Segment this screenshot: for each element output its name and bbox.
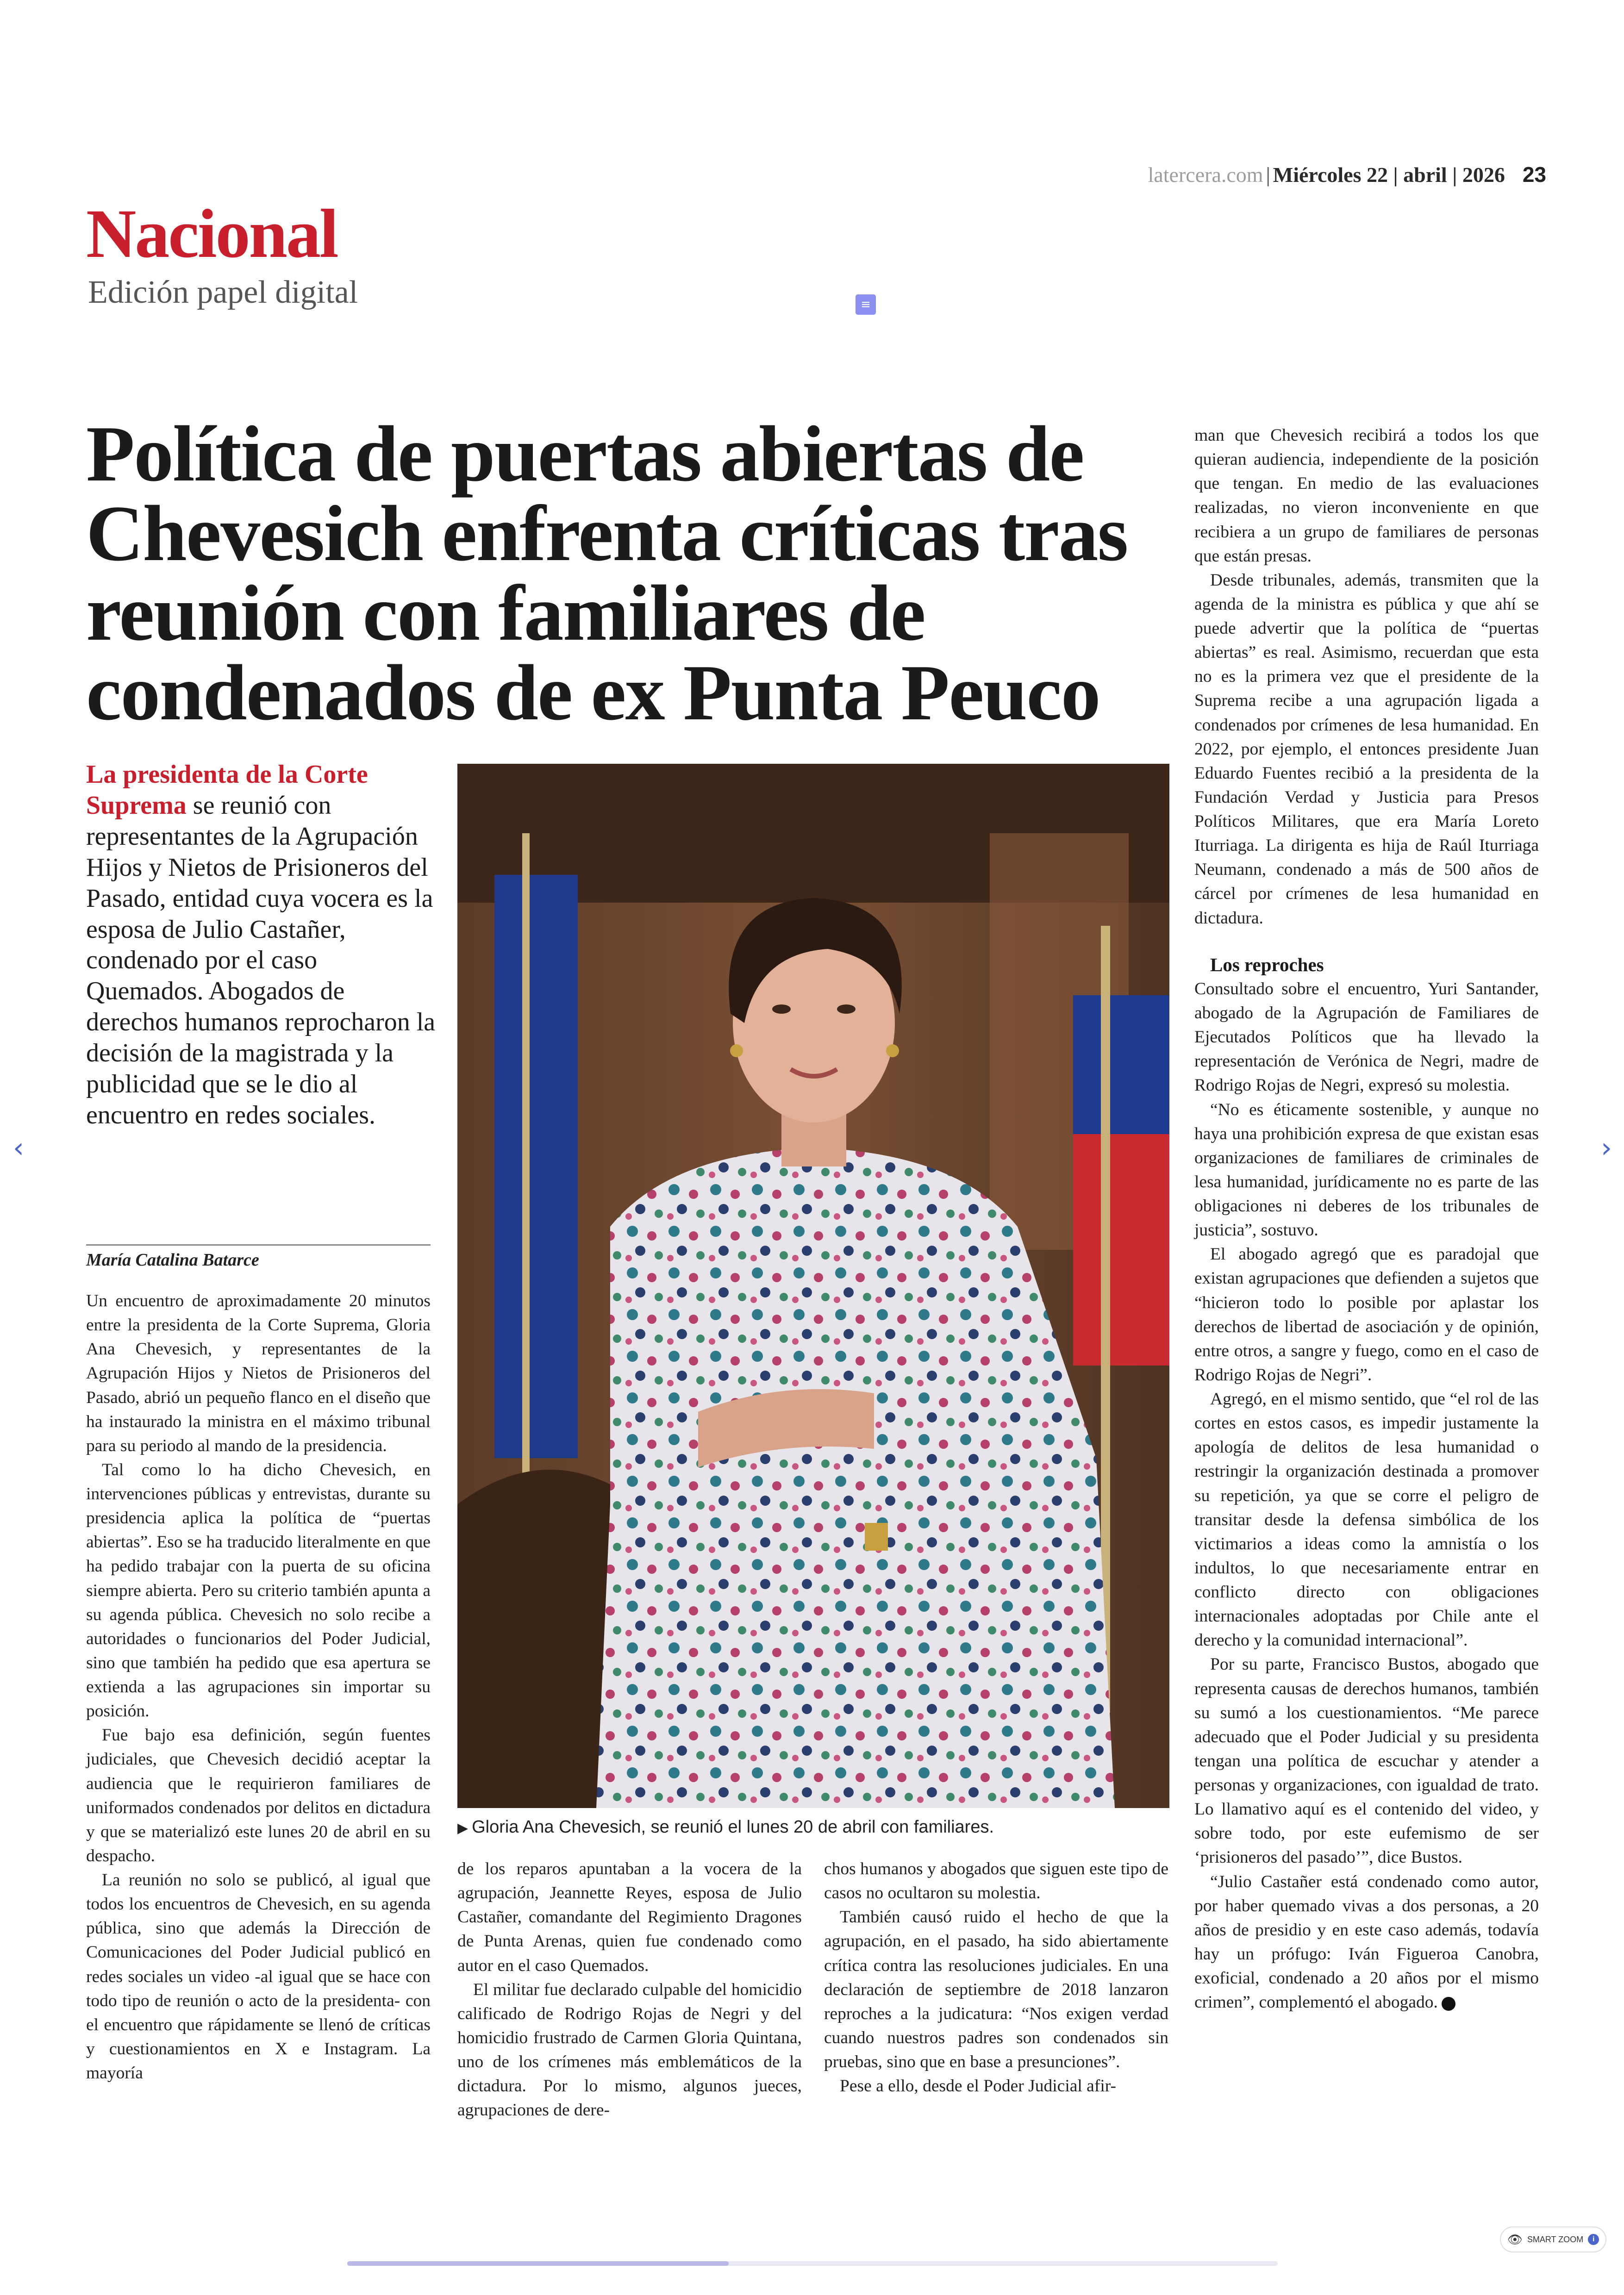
paragraph: man que Chevesich recibirá a todos los que quieran audiencia, independiente de la posición que tengan. En medio de las evaluaciones realizadas, no vieron inconveniente en que recibiera a un grupo de familiares de personas que están presas. <box>1194 426 1539 566</box>
body-column-3 <box>824 1857 1168 2098</box>
edition-label: Edición papel digital <box>88 274 358 310</box>
chevron-left-icon[interactable]: ‹ <box>13 1132 24 1164</box>
article-headline: Política de puertas abiertas de Chevesich enfrenta críticas tras reunión con familiares de condenados de ex Punta Peuco <box>86 410 1128 737</box>
page-progress-bar[interactable] <box>347 2261 1278 2266</box>
paragraph: “No es éticamente sostenible, y aunque no haya una prohibición expresa de que existan esas organizaciones de familiares de criminales de lesa humanidad, jurídicamente no es parte de las obligaciones ni deberes de los tribunales de justicia”, sostuvo. <box>1194 1100 1539 1240</box>
photo-caption <box>457 1817 1169 1837</box>
bookmark-icon[interactable]: ≡ <box>856 294 876 315</box>
paragraph: Consultado sobre el encuentro, Yuri Santander, abogado de la Agrupación de Familiares de Ejecutados Políticos que ha llevado la representación de Verónica de Negri, madre de Rodrigo Rojas de Negri, expresó su molestia. <box>1194 979 1539 1095</box>
smart-zoom-label: SMART ZOOM <box>1527 2234 1584 2244</box>
end-mark-icon <box>1442 1997 1455 2011</box>
deck-text: se reunió con representantes de la Agrupación Hijos y Nietos de Prisioneros del Pasado, entidad cuya vocera es la esposa de Julio Castañer, condenado por el caso Quemados. Abogados de derechos humanos reprocharon la decisión de la magistrada y la publicidad que se le dio al encuentro en redes sociales. <box>86 791 436 1129</box>
section-title: Nacional <box>86 195 337 272</box>
info-icon: i <box>1588 2234 1599 2245</box>
chevron-right-icon[interactable]: › <box>1601 1132 1612 1164</box>
paragraph: La reunión no solo se publicó, al igual que todos los encuentros de Chevesich, en su agenda pública, sino que además la Dirección de Comunicaciones del Poder Judicial publicó en redes sociales un video -al igual que se hace con todo tipo de reunión o acto de la presidenta- con el encuentro que rápidamente se llenó de críticas y cuestionamientos en X e Instagram. La mayoría <box>86 1871 431 2083</box>
body-column-1 <box>86 1289 431 2085</box>
paragraph <box>1194 1870 1539 2015</box>
paragraph: chos humanos y abogados que siguen este tipo de casos no ocultaron su molestia. <box>824 1859 1168 1903</box>
page-number: 23 <box>1522 162 1546 187</box>
paragraph: Fue bajo esa definición, según fuentes judiciales, que Chevesich decidió aceptar la audiencia que le requirieron familiares de uniformados condenados por delitos en dictadura y que se materializó este lunes 20 de abril en su despacho. <box>86 1726 431 1865</box>
article-deck <box>86 759 438 1131</box>
paragraph: El abogado agregó que es paradojal que existan agrupaciones que defienden a sujetos que “hicieron todo lo posible por aplastar los derechos de libertad de asociación y de opinión, entre otros, a sangre y fuego, como en el caso de Rodrigo Rojas de Negri”. <box>1194 1245 1539 1384</box>
site-name: latercera.com <box>1148 163 1263 187</box>
deck-lead: La presidenta de la Corte Suprema <box>86 760 368 820</box>
eye-icon: 👁 <box>1507 2232 1523 2246</box>
paragraph: El militar fue declarado culpable del homicidio calificado de Rodrigo Rojas de Negri y del homicidio frustrado de Carmen Gloria Quintana, uno de los crímenes más emblemáticos de la dictadura. Por lo mismo, algunos jueces, agrupaciones de dere- <box>457 1980 802 2120</box>
paragraph: Por su parte, Francisco Bustos, abogado que representa causas de derechos humanos, también su sumó a los cuestionamientos. “Me parece adecuado que el Poder Judicial y su presidenta tengan una política de escuchar y atender a personas y organizaciones, con igualdad de trato. Lo llamativo aquí es el contenido del video, y sobre todo, por este eufemismo de ser ‘prisioneros del pasado’”, dice Bustos. <box>1194 1655 1539 1867</box>
paragraph: Agregó, en el mismo sentido, que “el rol de las cortes en estos casos, es impedir justamente la apología de delitos de lesa humanidad o restringir la organización destinada a promover su repetición, ya que se corre el peligro de transitar desde la defensa simbólica de los victimarios a ideas como la amnistía o los indultos, lo que necesariamente entrar en conflicto directo con obligaciones internacionales adoptadas por Chile ante el derecho y la comunidad internacional”. <box>1194 1390 1539 1650</box>
paragraph: Pese a ello, desde el Poder Judicial afir- <box>840 2077 1116 2096</box>
paragraph: Desde tribunales, además, transmiten que la agenda de la ministra es pública y que ahí se puede advertir que la política de “puertas abiertas” es real. Asimismo, recuerdan que esta no es la primera vez que el presidente de la Suprema recibe a una agrupación ligada a condenados por crímenes de lesa humanidad. En 2022, por ejemplo, el entonces presidente Juan Eduardo Fuentes recibió a la presidenta de la Fundación Verdad y Justicia para Presos Políticos Militares, que era María Loreto Iturriaga. La dirigenta es hija de Raúl Iturriaga Neumann, condenado a más de 500 años de cárcel por crímenes de lesa humanidad en dictadura. <box>1194 570 1539 928</box>
caption-text: Gloria Ana Chevesich, se reunió el lunes 20 de abril con familiares. <box>472 1817 994 1837</box>
paragraph: Un encuentro de aproximadamente 20 minutos entre la presidenta de la Corte Suprema, Gloria Ana Chevesich, y representantes de la Agrupación Hijos y Nietos de Prisioneros del Pasado, abrió un pequeño flanco en el diseño que ha instaurado la ministra en el máximo tribunal para su periodo al mando de la presidencia. <box>86 1291 431 1455</box>
closing-paragraph: “Julio Castañer está condenado como autor, por haber quemado vivas a dos personas, a 20 años de presidio y en este caso además, todavía hay un prófugo: Iván Figueroa Canobra, exoficial, condenado a 20 años por el mismo crimen”, complementó el abogado. <box>1194 1872 1539 2012</box>
paragraph: Tal como lo ha dicho Chevesich, en intervenciones públicas y entrevistas, durante su presidencia aplica la política de “puertas abiertas”. Eso se ha traducido literalmente en que ha pedido trabajar con la puerta de su oficina siempre abierta. Pero su criterio también apunta a su agenda pública. Chevesich no solo recibe a autoridades o funcionarios del Poder Judicial, sino que también ha pedido que esa apertura se extienda a las agrupaciones sin importar su posición. <box>86 1460 431 1721</box>
smart-zoom-button[interactable] <box>1500 2226 1606 2252</box>
progress-fill <box>347 2261 729 2266</box>
byline: María Catalina Batarce <box>86 1250 259 1270</box>
subheading: Los reproches <box>1210 954 1324 975</box>
body-column-2 <box>457 1857 802 2122</box>
body-column-4 <box>1194 424 1539 2014</box>
caption-marker-icon: ▶ <box>457 1821 468 1836</box>
issue-date: Miércoles 22 | abril | 2026 <box>1273 163 1505 187</box>
paragraph: de los reparos apuntaban a la vocera de la agrupación, Jeannette Reyes, esposa de Julio Castañer, comandante del Regimiento Dragones de Punta Arenas, quien fue condenado como autor en el caso Quemados. <box>457 1859 802 1975</box>
paragraph: También causó ruido el hecho de que la agrupación, en el pasado, ha sido abiertamente crítica contra las resoluciones judiciales. En una declaración de septiembre de 2018 lanzaron reproches a la judicatura: “Nos exigen verdad cuando nuestros padres son condenados sin pruebas, sino que en base a presunciones”. <box>824 1908 1168 2071</box>
page-header: latercera.com | Miércoles 22 | abril | 2026 23 <box>1148 162 1546 187</box>
byline-rule <box>86 1244 431 1246</box>
article-photo <box>457 764 1169 1808</box>
